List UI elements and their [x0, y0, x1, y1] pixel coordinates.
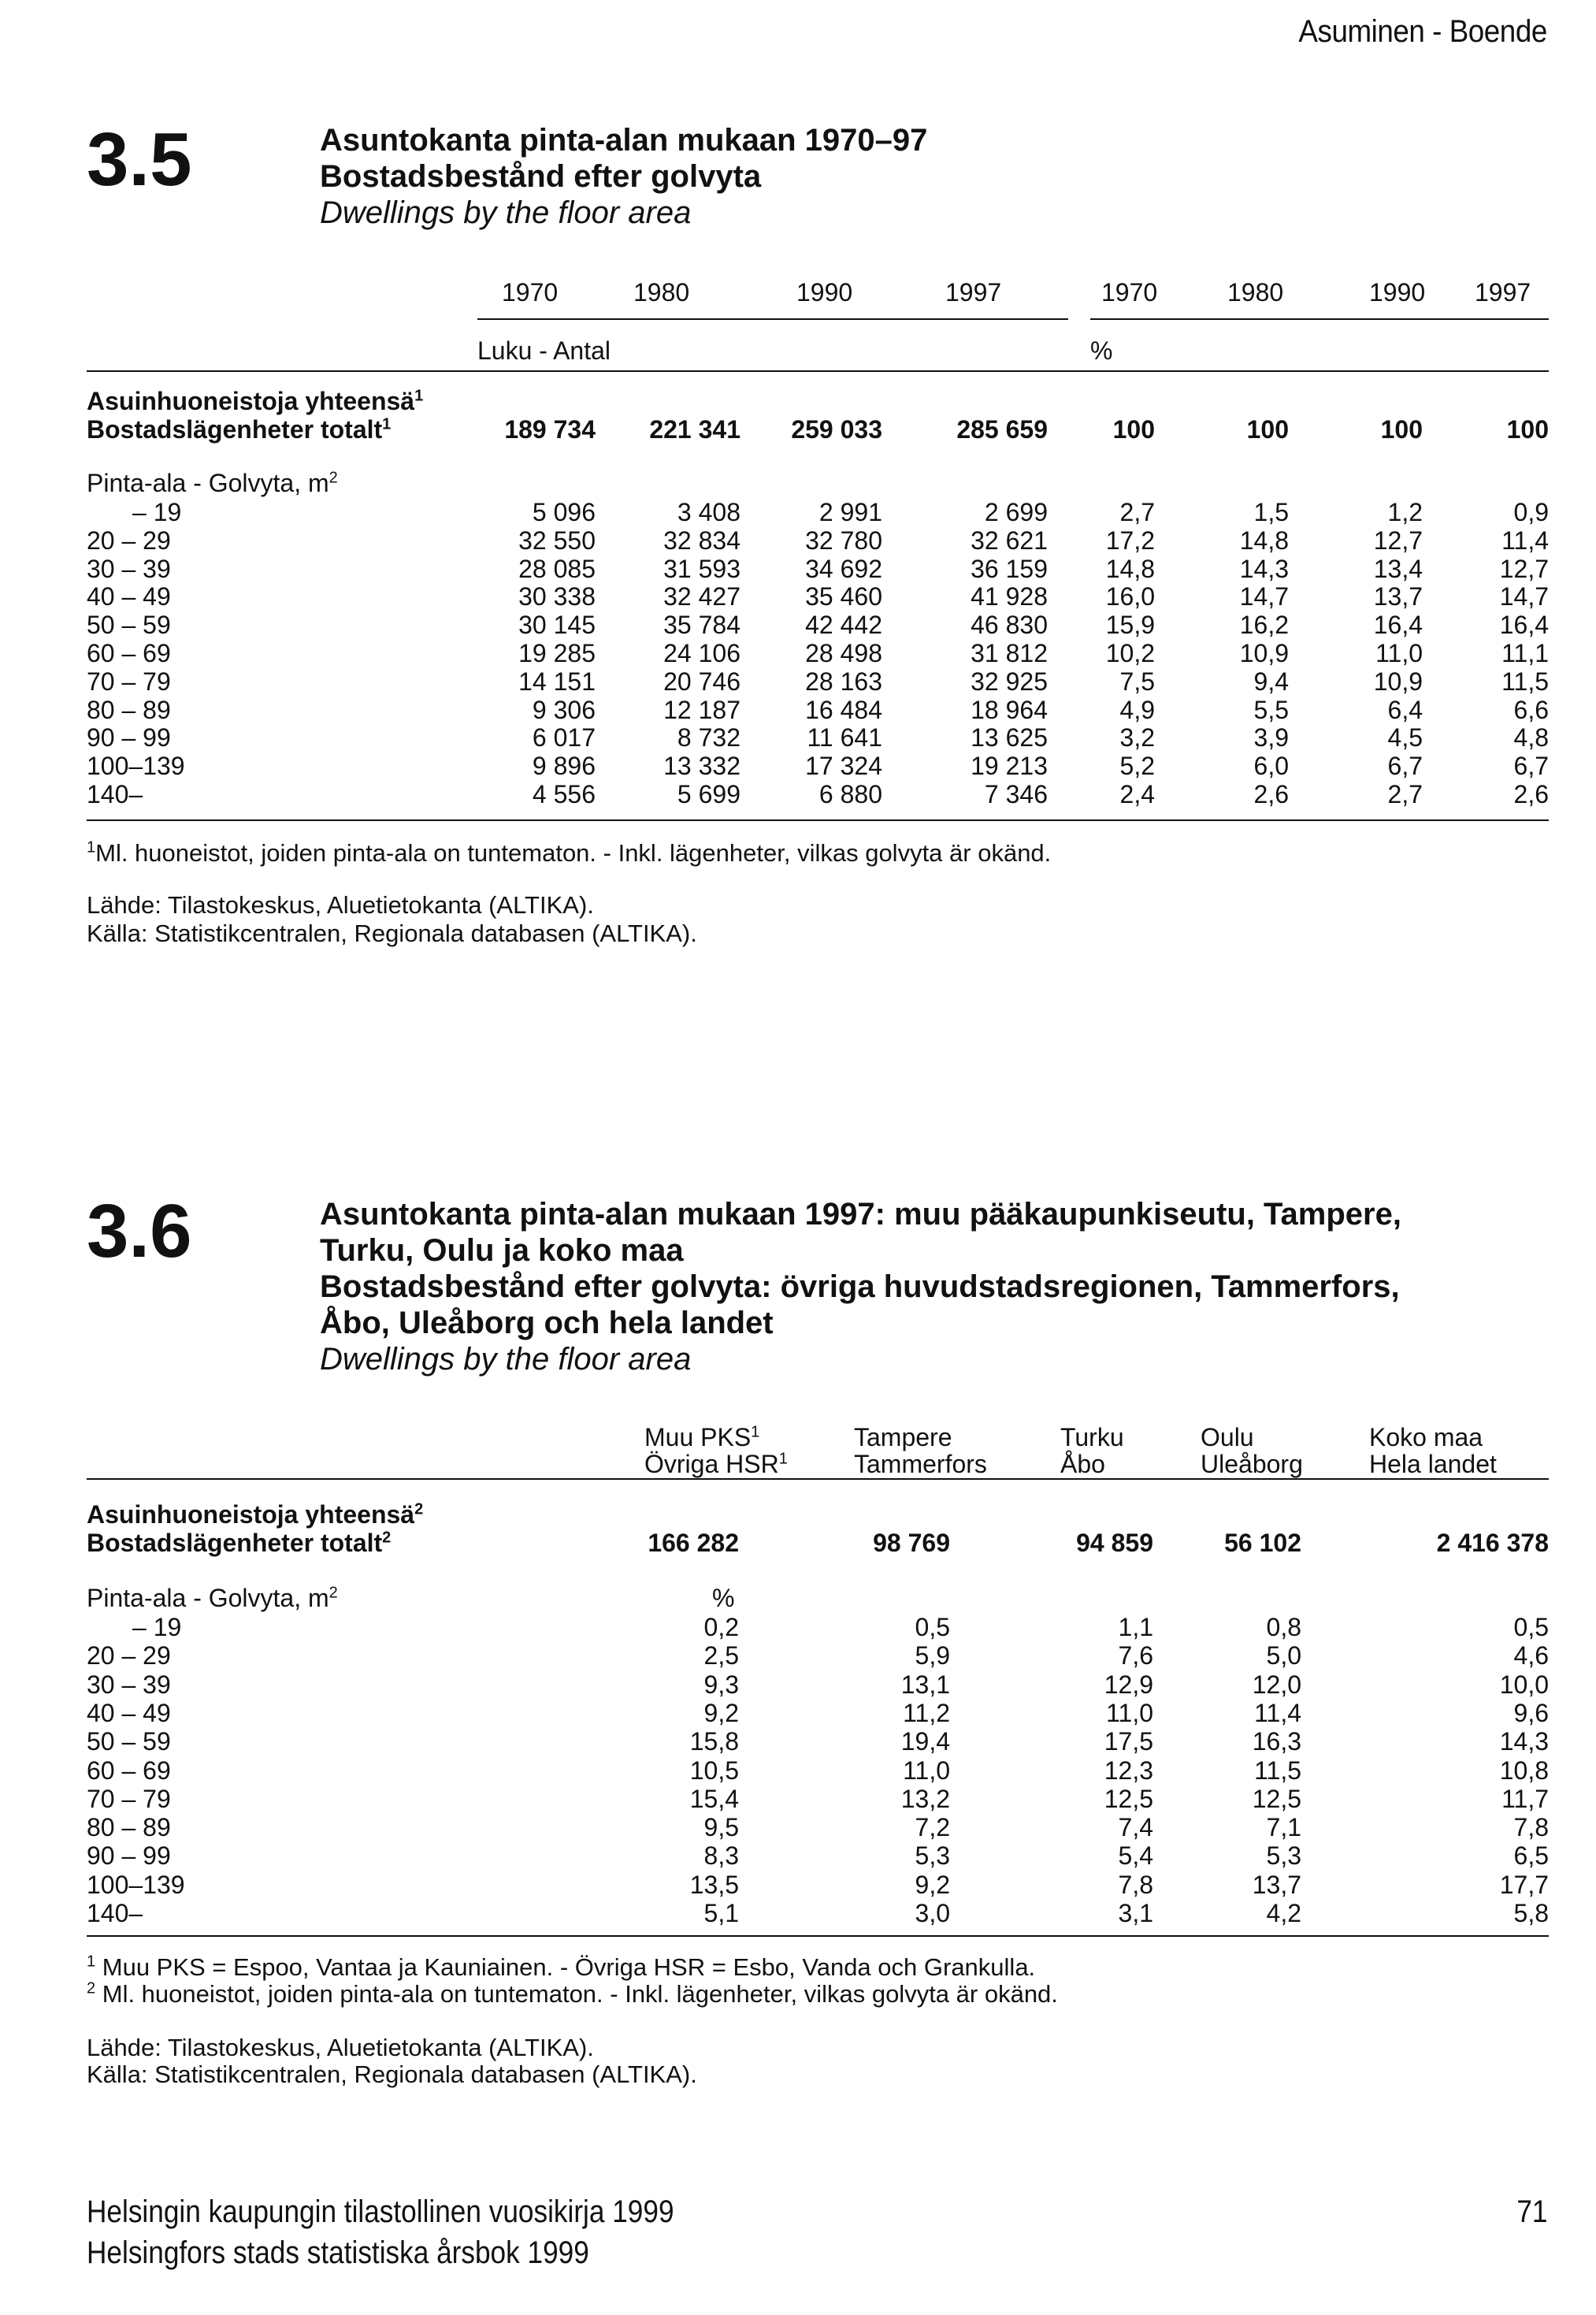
table-cell: 7,2: [915, 1813, 950, 1841]
row-label: 100–139: [87, 1871, 185, 1899]
table-cell: 34 692: [805, 555, 882, 583]
total-value: 189 734: [504, 415, 596, 444]
table-cell: 12,7: [1499, 555, 1549, 583]
table-cell: 32 780: [805, 526, 882, 555]
table-cell: 16,4: [1499, 611, 1549, 639]
table-cell: 12,5: [1252, 1785, 1301, 1813]
row-label: 100–139: [87, 752, 185, 780]
table-cell: 13,1: [900, 1670, 950, 1699]
row-label: 80 – 89: [87, 696, 171, 724]
title-sv: Bostadsbestånd efter golvyta: [320, 159, 762, 194]
table-cell: 13,7: [1373, 582, 1423, 611]
title-fi: Asuntokanta pinta-alan mukaan 1970–97: [320, 123, 928, 158]
table-cell: 8 732: [677, 723, 740, 752]
row-label: 60 – 69: [87, 1756, 171, 1785]
size-label: Pinta-ala - Golvyta, $m^2$: [87, 469, 338, 497]
table-cell: 2,5: [703, 1641, 739, 1670]
table-cell: 10,8: [1499, 1756, 1549, 1785]
table-cell: 14,3: [1239, 555, 1289, 583]
source-sv: Källa: Statistikcentralen, Regionala databasen (ALTIKA).: [87, 2060, 697, 2088]
table-cell: 28 085: [518, 555, 596, 583]
year-header: 1970: [1101, 278, 1158, 307]
table-cell: 2 699: [984, 498, 1048, 526]
table-cell: 11,4: [1501, 526, 1549, 555]
table-cell: 7,8: [1118, 1871, 1153, 1899]
table-cell: 32 427: [663, 582, 740, 611]
total-label-fi: Asuinhuoneistoja yhteensä$^2$: [87, 1500, 424, 1529]
year-header: 1990: [1369, 278, 1426, 307]
table-cell: 6,5: [1513, 1841, 1549, 1870]
table-cell: 28 163: [805, 667, 882, 696]
table-cell: 12,9: [1104, 1670, 1153, 1699]
table-cell: 9,5: [703, 1813, 739, 1841]
table-cell: 32 550: [518, 526, 596, 555]
row-label: 40 – 49: [87, 582, 171, 611]
table-cell: 36 159: [971, 555, 1048, 583]
table-cell: 5,3: [915, 1841, 950, 1870]
table-cell: 19 213: [971, 752, 1048, 780]
title-sv-line2: Åbo, Uleåborg och hela landet: [320, 1306, 774, 1340]
column-header-sv: Uleåborg: [1201, 1450, 1303, 1478]
column-header-sv: Övriga HSR$^1$: [644, 1450, 788, 1478]
table-cell: 5,2: [1119, 752, 1155, 780]
footer-line-sv: Helsingfors stads statistiska årsbok 1999: [87, 2235, 589, 2270]
year-header: 1997: [945, 278, 1002, 307]
total-label-fi: Asuinhuoneistoja yhteensä$^1$: [87, 387, 424, 415]
row-label: 70 – 79: [87, 667, 171, 696]
table-cell: 3,2: [1119, 723, 1155, 752]
table-cell: 14 151: [518, 667, 596, 696]
table-cell: 5,5: [1253, 696, 1289, 724]
table-cell: 2,7: [1387, 780, 1423, 808]
row-label: 20 – 29: [87, 526, 171, 555]
table-cell: 3,0: [915, 1899, 950, 1927]
header-divider: [87, 1478, 1549, 1480]
table-number: 3.6: [87, 1189, 192, 1273]
table-cell: 31 812: [971, 639, 1048, 667]
table-cell: 13,2: [900, 1785, 950, 1813]
table-cell: 11,0: [903, 1756, 950, 1785]
row-label: 80 – 89: [87, 1813, 171, 1841]
table-cell: 11,0: [1106, 1699, 1153, 1727]
table-cell: 5,1: [703, 1899, 739, 1927]
total-value: 98 769: [873, 1529, 950, 1557]
table-cell: 46 830: [971, 611, 1048, 639]
total-value: 100: [1112, 415, 1155, 444]
table-cell: 7 346: [984, 780, 1048, 808]
table-cell: 6 880: [818, 780, 882, 808]
table-cell: 1,5: [1253, 498, 1289, 526]
table-cell: 19 285: [518, 639, 596, 667]
table-cell: 10,9: [1239, 639, 1289, 667]
table-cell: 10,5: [689, 1756, 739, 1785]
table-cell: 14,7: [1499, 582, 1549, 611]
table-cell: 12,5: [1104, 1785, 1153, 1813]
table-title: [320, 1196, 1401, 1377]
total-value: 100: [1506, 415, 1549, 444]
table-cell: 6 017: [532, 723, 596, 752]
total-label-sv: Bostadslägenheter totalt$^2$: [87, 1529, 392, 1557]
table-cell: 11,5: [1501, 667, 1549, 696]
divider-count: [477, 318, 1068, 320]
table-cell: 28 498: [805, 639, 882, 667]
table-cell: 13,5: [689, 1871, 739, 1899]
table-cell: 16,3: [1252, 1727, 1301, 1756]
source-fi: Lähde: Tilastokeskus, Aluetietokanta (ALTIKA).: [87, 2034, 594, 2061]
table-cell: 17,5: [1104, 1727, 1153, 1756]
table-cell: 16 484: [805, 696, 882, 724]
unit-pct-label: %: [1090, 336, 1113, 365]
table-cell: 7,4: [1118, 1813, 1153, 1841]
table-cell: 3 408: [677, 498, 740, 526]
page-number: 71: [1516, 2194, 1547, 2229]
unit-count-label: Luku - Antal: [477, 336, 611, 365]
table-cell: 10,2: [1105, 639, 1155, 667]
column-header-fi: Tampere: [854, 1423, 952, 1451]
table-cell: 1,2: [1387, 498, 1423, 526]
title-fi-line1: Asuntokanta pinta-alan mukaan 1997: muu pääkaupunkiseutu, Tampere,: [320, 1197, 1401, 1232]
divider-pct: [1090, 318, 1549, 320]
column-header-fi: Turku: [1060, 1423, 1124, 1451]
total-value: 221 341: [649, 415, 740, 444]
table-cell: 7,5: [1119, 667, 1155, 696]
title-en: Dwellings by the floor area: [320, 1342, 692, 1377]
table-cell: 12,3: [1104, 1756, 1153, 1785]
table-cell: 3,1: [1118, 1899, 1153, 1927]
table-cell: 7,1: [1266, 1813, 1301, 1841]
table-cell: 9 306: [532, 696, 596, 724]
source-sv: Källa: Statistikcentralen, Regionala databasen (ALTIKA).: [87, 920, 697, 947]
table-cell: 11,1: [1501, 639, 1549, 667]
table-cell: 6,7: [1513, 752, 1549, 780]
total-label-sv: Bostadslägenheter totalt$^1$: [87, 415, 392, 444]
row-label: 90 – 99: [87, 1841, 171, 1870]
table-cell: 14,8: [1105, 555, 1155, 583]
column-header-fi: Oulu: [1201, 1423, 1254, 1451]
table-cell: 20 746: [663, 667, 740, 696]
table-cell: 30 338: [518, 582, 596, 611]
size-label: Pinta-ala - Golvyta, $m^2$: [87, 1584, 338, 1612]
row-label: 50 – 59: [87, 611, 171, 639]
header-divider: [87, 370, 1549, 372]
title-en: Dwellings by the floor area: [320, 195, 692, 230]
table-cell: 11,7: [1501, 1785, 1549, 1813]
row-label: 140–: [87, 1899, 143, 1927]
row-label: 70 – 79: [87, 1785, 171, 1813]
row-label: 30 – 39: [87, 555, 171, 583]
table-cell: 5,9: [915, 1641, 950, 1670]
table-cell: 11,2: [903, 1699, 950, 1727]
table-cell: 13 625: [971, 723, 1048, 752]
source-fi: Lähde: Tilastokeskus, Aluetietokanta (ALTIKA).: [87, 891, 594, 919]
table-bottom-rule: [87, 1935, 1549, 1937]
table-cell: 7,6: [1118, 1641, 1153, 1670]
table-cell: 11,4: [1254, 1699, 1301, 1727]
row-label: – 19: [132, 1613, 182, 1641]
table-cell: 5,4: [1118, 1841, 1153, 1870]
table-cell: 32 621: [971, 526, 1048, 555]
table-cell: 4,5: [1387, 723, 1423, 752]
row-label: 20 – 29: [87, 1641, 171, 1670]
table-cell: 15,9: [1105, 611, 1155, 639]
year-header: 1970: [502, 278, 559, 307]
row-label: 40 – 49: [87, 1699, 171, 1727]
table-cell: 2 991: [818, 498, 882, 526]
table-cell: 12,0: [1252, 1670, 1301, 1699]
table-cell: 6,4: [1387, 696, 1423, 724]
table-cell: 5 096: [532, 498, 596, 526]
table-cell: 16,0: [1105, 582, 1155, 611]
column-header-fi: Muu PKS$^1$: [644, 1423, 760, 1451]
footnote: $^1$Ml. huoneistot, joiden pinta-ala on tuntematon. - Inkl. lägenheter, vilkas golvyta är okänd.: [87, 838, 1052, 867]
section-header: Asuminen - Boende: [1298, 14, 1547, 49]
row-label: 30 – 39: [87, 1670, 171, 1699]
table-cell: 15,8: [689, 1727, 739, 1756]
table-cell: 9,4: [1253, 667, 1289, 696]
table-cell: 4,6: [1513, 1641, 1549, 1670]
row-label: – 19: [132, 498, 182, 526]
table-cell: 6,7: [1387, 752, 1423, 780]
table-cell: 12 187: [663, 696, 740, 724]
table-cell: 17,2: [1105, 526, 1155, 555]
table-cell: 5 699: [677, 780, 740, 808]
table-cell: 11,5: [1254, 1756, 1301, 1785]
row-label: 90 – 99: [87, 723, 171, 752]
table-cell: 1,1: [1118, 1613, 1153, 1641]
column-header-sv: Åbo: [1060, 1450, 1105, 1478]
row-label: 140–: [87, 780, 143, 808]
total-value: 94 859: [1076, 1529, 1153, 1557]
table-cell: 17 324: [805, 752, 882, 780]
table-cell: 9 896: [532, 752, 596, 780]
column-header-sv: Hela landet: [1369, 1450, 1497, 1478]
table-cell: 2,6: [1253, 780, 1289, 808]
table-cell: 17,7: [1499, 1871, 1549, 1899]
footer-line-fi: Helsingin kaupungin tilastollinen vuosikirja 1999: [87, 2194, 674, 2229]
table-cell: 13 332: [663, 752, 740, 780]
table-cell: 14,8: [1239, 526, 1289, 555]
table-cell: 2,7: [1119, 498, 1155, 526]
table-cell: 10,0: [1499, 1670, 1549, 1699]
table-cell: 12,7: [1373, 526, 1423, 555]
table-cell: 18 964: [971, 696, 1048, 724]
footnote-2: $^2$ Ml. huoneistot, joiden pinta-ala on tuntematon. - Inkl. lägenheter, vilkas golvyta är okänd.: [87, 1979, 1058, 2008]
table-cell: 9,3: [703, 1670, 739, 1699]
year-header: 1980: [1227, 278, 1284, 307]
title-sv-line1: Bostadsbestånd efter golvyta: övriga huvudstadsregionen, Tammerfors,: [320, 1269, 1400, 1304]
total-value: 2 416 378: [1436, 1529, 1549, 1557]
table-cell: 13,4: [1373, 555, 1423, 583]
table-cell: 0,2: [703, 1613, 739, 1641]
table-number: 3.5: [87, 117, 192, 202]
table-cell: 4,8: [1513, 723, 1549, 752]
table-cell: 4 556: [532, 780, 596, 808]
table-cell: 2,4: [1119, 780, 1155, 808]
row-label: 50 – 59: [87, 1727, 171, 1756]
table-cell: 13,7: [1252, 1871, 1301, 1899]
year-header: 1980: [633, 278, 690, 307]
table-cell: 5,8: [1513, 1899, 1549, 1927]
table-cell: 7,8: [1513, 1813, 1549, 1841]
row-label: 60 – 69: [87, 639, 171, 667]
table-cell: 14,3: [1499, 1727, 1549, 1756]
table-cell: 30 145: [518, 611, 596, 639]
table-cell: 9,2: [703, 1699, 739, 1727]
table-cell: 0,5: [915, 1613, 950, 1641]
table-cell: 5,3: [1266, 1841, 1301, 1870]
total-value: 285 659: [956, 415, 1048, 444]
total-value: 100: [1246, 415, 1289, 444]
table-cell: 11,0: [1375, 639, 1423, 667]
table-cell: 0,9: [1513, 498, 1549, 526]
table-cell: 35 784: [663, 611, 740, 639]
table-cell: 6,6: [1513, 696, 1549, 724]
table-cell: 5,0: [1266, 1641, 1301, 1670]
table-cell: 0,8: [1266, 1613, 1301, 1641]
table-cell: 10,9: [1373, 667, 1423, 696]
table-cell: 24 106: [663, 639, 740, 667]
table-cell: 9,6: [1513, 1699, 1549, 1727]
table-cell: 4,2: [1266, 1899, 1301, 1927]
table-cell: 41 928: [971, 582, 1048, 611]
title-fi-line2: Turku, Oulu ja koko maa: [320, 1233, 684, 1268]
table-cell: 14,7: [1239, 582, 1289, 611]
table-bottom-rule: [87, 819, 1549, 821]
table-cell: 32 925: [971, 667, 1048, 696]
table-cell: 2,6: [1513, 780, 1549, 808]
table-cell: 42 442: [805, 611, 882, 639]
table-cell: 15,4: [689, 1785, 739, 1813]
table-cell: 32 834: [663, 526, 740, 555]
footnote-1: $^1$ Muu PKS = Espoo, Vantaa ja Kauniainen. - Övriga HSR = Esbo, Vanda och Grankulla.: [87, 1953, 1036, 1981]
table-cell: 31 593: [663, 555, 740, 583]
table-cell: 4,9: [1119, 696, 1155, 724]
table-cell: 16,2: [1239, 611, 1289, 639]
table-cell: 35 460: [805, 582, 882, 611]
table-cell: 11 641: [807, 723, 882, 752]
table-title: [320, 122, 927, 231]
year-header: 1990: [796, 278, 853, 307]
table-cell: 16,4: [1373, 611, 1423, 639]
table-cell: 0,5: [1513, 1613, 1549, 1641]
total-value: 56 102: [1224, 1529, 1301, 1557]
year-header: 1997: [1475, 278, 1531, 307]
total-value: 166 282: [648, 1529, 739, 1557]
column-header-fi: Koko maa: [1369, 1423, 1483, 1451]
table-cell: 19,4: [900, 1727, 950, 1756]
total-value: 259 033: [791, 415, 882, 444]
total-value: 100: [1380, 415, 1423, 444]
table-cell: 3,9: [1253, 723, 1289, 752]
table-cell: 9,2: [915, 1871, 950, 1899]
column-header-sv: Tammerfors: [854, 1450, 987, 1478]
unit-pct-label: %: [712, 1584, 735, 1612]
table-cell: 6,0: [1253, 752, 1289, 780]
table-cell: 8,3: [703, 1841, 739, 1870]
